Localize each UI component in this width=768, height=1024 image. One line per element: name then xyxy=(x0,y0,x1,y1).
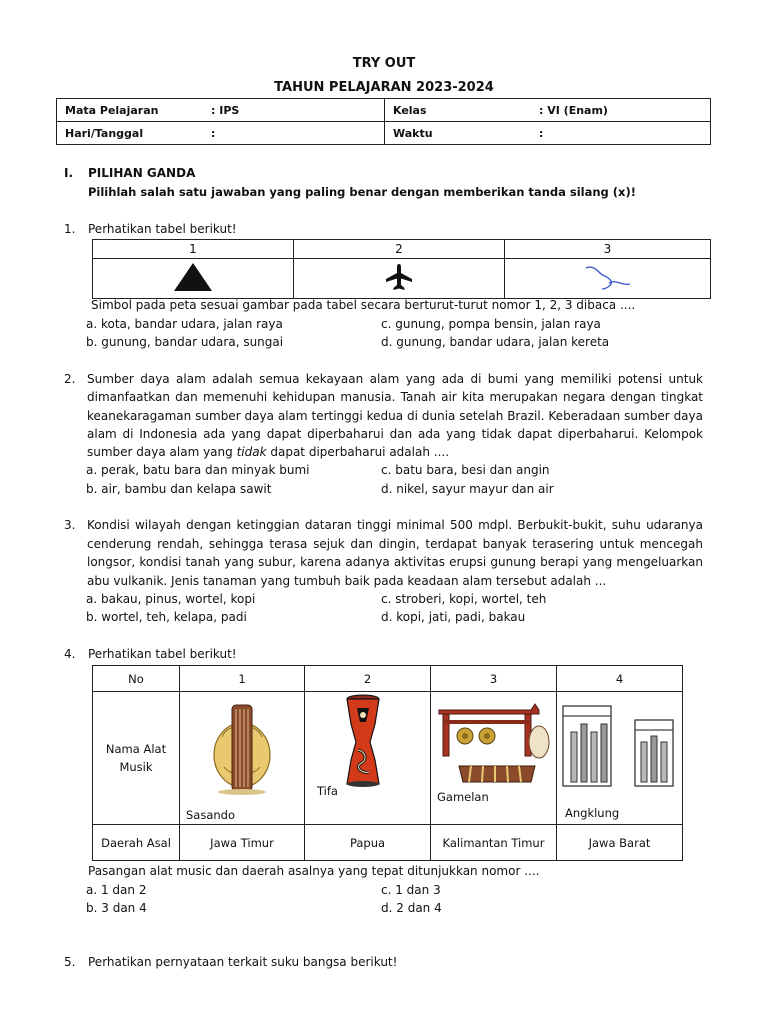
q3-text-line: longsor, kondisi tanah yang subur, karena adanya aktivitas erupsi gunung berapi yang mengeluarkan xyxy=(87,555,703,569)
region-name: Papua xyxy=(305,825,431,861)
q1-prompt: Perhatikan tabel berikut! xyxy=(88,222,237,236)
q3-text-last: abu vulkanik. Jenis tanaman yang tumbuh baik pada keadaan alam tersebut adalah ... xyxy=(87,574,607,588)
river-icon xyxy=(578,262,638,292)
q1-option-b[interactable]: b. gunung, bandar udara, sungai xyxy=(86,335,284,349)
q1-option-c[interactable]: c. gunung, pompa bensin, jalan raya xyxy=(381,317,601,331)
q3-text-line: Kondisi wilayah dengan ketinggian dataran tinggi minimal 500 mdpl. Berbukit-bukit, suhu udaranya xyxy=(87,518,703,532)
q4-option-b[interactable]: b. 3 dan 4 xyxy=(86,901,147,915)
q4-option-c[interactable]: c. 1 dan 3 xyxy=(381,883,441,897)
q3-option-c[interactable]: c. stroberi, kopi, wortel, teh xyxy=(381,592,547,606)
region-name: Jawa Timur xyxy=(180,825,305,861)
region-name: Kalimantan Timur xyxy=(431,825,557,861)
doc-subtitle: TAHUN PELAJARAN 2023-2024 xyxy=(274,80,494,95)
sasando-icon xyxy=(202,697,282,797)
q4-question: Pasangan alat music dan daerah asalnya yang tepat ditunjukkan nomor .... xyxy=(88,864,540,878)
q4-prompt: Perhatikan tabel berikut! xyxy=(88,647,237,661)
q4-header-no: No xyxy=(93,666,180,692)
q1-question: Simbol pada peta sesuai gambar pada tabel secara berturut-turut nomor 1, 2, 3 dibaca .... xyxy=(91,298,636,312)
q3-option-d[interactable]: d. kopi, jati, padi, bakau xyxy=(381,610,526,624)
q3-option-a[interactable]: a. bakau, pinus, wortel, kopi xyxy=(86,592,256,606)
waktu-label: Waktu xyxy=(385,122,532,145)
section-instruction: Pilihlah salah satu jawaban yang paling benar dengan memberikan tanda silang (x)! xyxy=(88,185,636,199)
q5-number: 5. xyxy=(64,955,76,969)
mapel-value: : IPS xyxy=(203,99,385,122)
q4-header-2: 2 xyxy=(305,666,431,692)
section-title: PILIHAN GANDA xyxy=(88,166,196,180)
q2-number: 2. xyxy=(64,372,76,386)
q1-symbol-table xyxy=(92,239,711,299)
q2-option-d[interactable]: d. nikel, sayur mayur dan air xyxy=(381,482,554,496)
hari-value: : xyxy=(203,122,385,145)
gamelan-icon xyxy=(435,700,553,796)
q4-header-3: 3 xyxy=(431,666,557,692)
q4-header-1: 1 xyxy=(180,666,305,692)
q2-text-line: keanekaragaman sumber daya alam tertinggi kedua di dunia setelah Brazil. Keberadaan sumber daya xyxy=(87,409,703,423)
q2-option-c[interactable]: c. batu bara, besi dan angin xyxy=(381,463,550,477)
q2-option-b[interactable]: b. air, bambu dan kelapa sawit xyxy=(86,482,272,496)
triangle-icon xyxy=(171,260,215,294)
q3-option-b[interactable]: b. wortel, teh, kelapa, padi xyxy=(86,610,247,624)
q3-text-line: cenderung rendah, sehingga terasa sejuk dan dingin, terdapat banyak terasering untuk mencegah xyxy=(87,537,703,551)
tifa-icon xyxy=(341,694,385,790)
q4-number: 4. xyxy=(64,647,76,661)
instrument-name: Tifa xyxy=(317,784,338,798)
doc-title: TRY OUT xyxy=(352,56,416,71)
q1-option-a[interactable]: a. kota, bandar udara, jalan raya xyxy=(86,317,283,331)
q2-text-emphasis: tidak xyxy=(236,445,267,459)
kelas-value: : VI (Enam) xyxy=(531,99,711,122)
q2-text-before: sumber daya alam yang xyxy=(87,445,237,459)
q1-col-1: 1 xyxy=(93,240,294,259)
q3-number: 3. xyxy=(64,518,76,532)
waktu-value: : xyxy=(531,122,711,145)
q2-text-last xyxy=(87,445,449,459)
q2-text-line: dimanfaatkan dan memenuhi kehidupan manusia. Tanah air kita merupakan negara dengan tingkat xyxy=(87,390,703,404)
angklung-icon xyxy=(561,702,681,792)
q2-option-a[interactable]: a. perak, batu bara dan minyak bumi xyxy=(86,463,310,477)
hari-label: Hari/Tanggal xyxy=(57,122,204,145)
q4-row2-label: Daerah Asal xyxy=(93,825,180,861)
q4-option-d[interactable]: d. 2 dan 4 xyxy=(381,901,442,915)
q4-instrument-table xyxy=(92,665,683,861)
info-table xyxy=(56,98,711,145)
q5-prompt: Perhatikan pernyataan terkait suku bangsa berikut! xyxy=(88,955,398,969)
kelas-label: Kelas xyxy=(385,99,532,122)
q4-header-4: 4 xyxy=(557,666,683,692)
q1-option-d[interactable]: d. gunung, bandar udara, jalan kereta xyxy=(381,335,610,349)
instrument-name: Gamelan xyxy=(437,790,489,804)
q2-text-line: alam di Indonesia ada yang dapat diperbaharui dan ada yang tidak dapat diperbaharui. Kelompok xyxy=(87,427,703,441)
mapel-label: Mata Pelajaran xyxy=(57,99,204,122)
q1-col-2: 2 xyxy=(294,240,505,259)
q1-col-3: 3 xyxy=(505,240,711,259)
q2-text-line: Sumber daya alam adalah semua kekayaan alam yang ada di bumi yang memiliki potensi untuk xyxy=(87,372,703,386)
q4-option-a[interactable]: a. 1 dan 2 xyxy=(86,883,147,897)
instrument-name: Sasando xyxy=(186,808,236,822)
instrument-name: Angklung xyxy=(565,806,620,820)
region-name: Jawa Barat xyxy=(557,825,683,861)
section-number: I. xyxy=(64,166,74,180)
q4-row1-label: Nama Alat Musik xyxy=(93,692,180,825)
q1-number: 1. xyxy=(64,222,76,236)
airplane-icon xyxy=(383,262,415,292)
q2-text-after: dapat diperbaharui adalah .... xyxy=(266,445,450,459)
